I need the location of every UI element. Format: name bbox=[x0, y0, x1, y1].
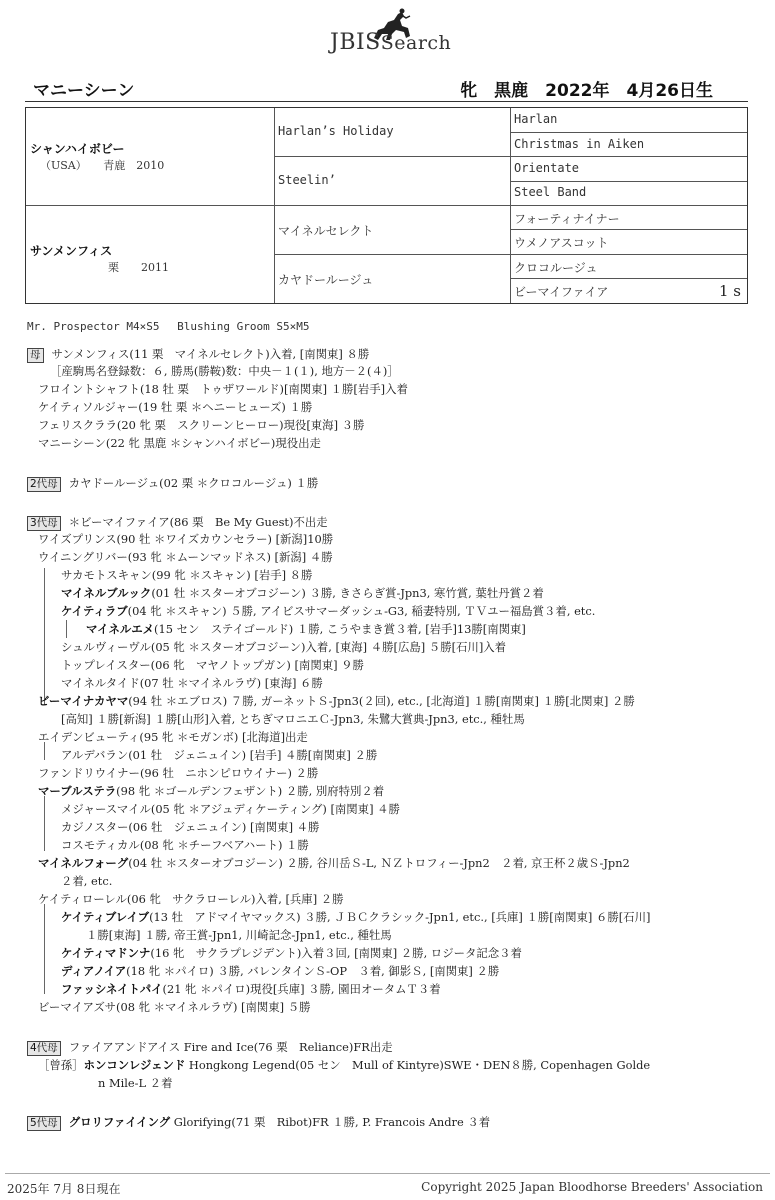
tree-connector bbox=[44, 568, 45, 705]
list-item[interactable]: メジャースマイル(05 牝 ＊アジュディケーティング) [南関東] ４勝 bbox=[61, 802, 400, 816]
tree-connector bbox=[44, 904, 45, 994]
section-badge: 2代母 bbox=[27, 477, 61, 492]
list-item[interactable]: フェリスクララ(20 牝 栗 スクリーンヒーロー)現役[東海] ３勝 bbox=[38, 418, 365, 432]
tree-connector bbox=[44, 796, 45, 851]
pedigree-gs2[interactable]: Steelin’ bbox=[278, 173, 336, 187]
horse-name: マニーシーン bbox=[33, 81, 135, 101]
list-item[interactable]: エイデンビューティ(95 牝 ＊モガンボ) [北海道]出走 bbox=[38, 730, 308, 744]
list-item[interactable]: マイネルエメ(15 セン ステイゴールド) １勝, こうやまき賞３着, [岩手]13勝[南関東] bbox=[86, 622, 526, 636]
list-item[interactable]: ビーマイナカヤマ(94 牡 ＊エブロス) ７勝, ガーネットＳ-Jpn3(２回), etc., [北海道] １勝[南関東] １勝[北関東] ２勝 bbox=[38, 694, 635, 708]
footer-divider bbox=[5, 1173, 770, 1174]
section-dam5: 5代母 グロリファイイング Glorifying(71 栗 Ribot)FR １勝, P. Francois Andre ３着 bbox=[27, 1113, 490, 1131]
list-item[interactable]: ワイズプリンス(90 牡 ＊ワイズカウンセラー) [新潟]10勝 bbox=[38, 532, 334, 546]
list-item[interactable]: ビーマイアズサ(08 牝 ＊マイネルラヴ) [南関東] ５勝 bbox=[38, 1000, 311, 1014]
pedigree-ggs-7[interactable]: クロコルージュ bbox=[514, 261, 598, 275]
pedigree-ggs-3[interactable]: Orientate bbox=[514, 161, 580, 175]
list-item[interactable]: マイネルブルック(01 牡 ＊スターオブコジーン) ３勝, きさらぎ賞-Jpn3, 寒竹賞, 葉牡丹賞２着 bbox=[61, 586, 544, 600]
pedigree-ggs-5[interactable]: フォーティナイナー bbox=[514, 212, 620, 226]
logo-wordmark: JBISSearch bbox=[330, 30, 452, 55]
pedigree-ggs-2[interactable]: Christmas in Aiken bbox=[514, 137, 645, 151]
list-item[interactable]: ケイティローレル(06 牝 サクラローレル)入着, [兵庫] ２勝 bbox=[38, 892, 344, 906]
list-item-continued: [高知] １勝[新潟] １勝[山形]入着, とちぎマロニエＣ-Jpn3, 朱鷺大賞典-Jpn3, etc., 種牡馬 bbox=[61, 712, 525, 726]
section-badge: 母 bbox=[27, 348, 44, 363]
list-item[interactable]: ［曾孫］ホンコンレジェンド Hongkong Legend(05 セン Mull of Kintyre)SWE・DEN８勝, Copenhagen Golde bbox=[38, 1058, 651, 1072]
tree-connector bbox=[66, 620, 67, 638]
list-item[interactable]: アルデバラン(01 牡 ジェニュイン) [岩手] ４勝[南関東] ２勝 bbox=[61, 748, 378, 762]
offspring-summary: ［産駒馬名登録数：６, 勝馬(勝鞍)数：中央－１(１), 地方－２(４)］ bbox=[50, 364, 399, 378]
header-divider bbox=[25, 101, 748, 102]
section-dam4: 4代母 ファイアアンドアイス Fire and Ice(76 栗 Reliance)FR出走 bbox=[27, 1038, 393, 1056]
pedigree-gs3[interactable]: マイネルセレクト bbox=[278, 224, 374, 238]
list-item[interactable]: ファンドリウイナー(96 牡 ニホンピロウイナー) ２勝 bbox=[38, 766, 319, 780]
section-dam2: 2代母 カヤドールージュ(02 栗 ＊クロコルージュ) １勝 bbox=[27, 474, 318, 492]
list-item[interactable]: コスモティカル(08 牝 ＊チーフベアハート) １勝 bbox=[61, 838, 309, 852]
list-item[interactable]: トップレイスター(06 牝 マヤノトップガン) [南関東] ９勝 bbox=[61, 658, 364, 672]
inbreeding-line: Mr. Prospector M4×S5 Blushing Groom S5×M5 bbox=[27, 320, 310, 333]
list-item[interactable]: カジノスター(06 牡 ジェニュイン) [南関東] ４勝 bbox=[61, 820, 320, 834]
list-item-continued: １勝[東海] １勝, 帝王賞-Jpn1, 川崎記念-Jpn1, etc., 種牡馬 bbox=[86, 928, 392, 942]
list-item[interactable]: シュルヴィーヴル(05 牝 ＊スターオブコジーン)入着, [東海] ４勝[広島] ５勝[石川]入着 bbox=[61, 640, 507, 654]
section-badge: 4代母 bbox=[27, 1041, 61, 1056]
list-item[interactable]: ディアノイア(18 牝 ＊パイロ) ３勝, バレンタインＳ-OP ３着, 御影Ｓ, [南関東] ２勝 bbox=[61, 964, 500, 978]
family-code: 1 s bbox=[718, 282, 741, 300]
section-dam1: 母 サンメンフィス(11 栗 マイネルセレクト)入着, [南関東] ８勝 bbox=[27, 345, 369, 363]
pedigree-ggs-1[interactable]: Harlan bbox=[514, 112, 558, 126]
section-dam3: 3代母 ＊ビーマイファイア(86 栗 Be My Guest)不出走 bbox=[27, 513, 328, 531]
pedigree-gs1[interactable]: Harlan’s Holiday bbox=[278, 124, 394, 138]
list-item-continued: n Mile-L ２着 bbox=[98, 1076, 173, 1090]
list-item[interactable]: フロイントシャフト(18 牡 栗 トゥザワールド)[南関東] １勝[岩手]入着 bbox=[38, 382, 408, 396]
list-item[interactable]: マーブルステラ(98 牝 ＊ゴールデンフェザント) ２勝, 別府特別２着 bbox=[38, 784, 385, 798]
section-badge: 5代母 bbox=[27, 1116, 61, 1131]
list-item[interactable]: サカモトスキャン(99 牝 ＊スキャン) [岩手] ８勝 bbox=[61, 568, 313, 582]
pedigree-ggs-8[interactable]: ビーマイファイア 1 s bbox=[514, 282, 741, 300]
pedigree-gs4[interactable]: カヤドールージュ bbox=[278, 273, 374, 287]
pedigree-table bbox=[25, 107, 748, 304]
list-item[interactable]: ウイニングリバー(93 牝 ＊ムーンマッドネス) [新潟] ４勝 bbox=[38, 550, 333, 564]
list-item[interactable]: ケイティブレイブ(13 牡 アドマイヤマックス) ３勝, ＪＢＣクラシック-Jpn1, etc., [兵庫] １勝[南関東] ６勝[石川] bbox=[61, 910, 651, 924]
list-item[interactable]: ケイティソルジャー(19 牡 栗 ＊ヘニーヒューズ) １勝 bbox=[38, 400, 313, 414]
list-item-continued: ２着, etc. bbox=[61, 874, 113, 888]
list-item[interactable]: マイネルタイド(07 牡 ＊マイネルラヴ) [東海] ６勝 bbox=[61, 676, 323, 690]
horse-header bbox=[0, 76, 775, 102]
pedigree-ggs-4[interactable]: Steel Band bbox=[514, 185, 587, 199]
list-item[interactable]: マニーシーン(22 牝 黒鹿 ＊シャンハイボビー)現役出走 bbox=[38, 436, 321, 450]
list-item[interactable]: マイネルフォーグ(04 牡 ＊スターオブコジーン) ２勝, 谷川岳Ｓ-L, ＮＺトロフィー-Jpn2 ２着, 京王杯２歳Ｓ-Jpn2 bbox=[38, 856, 630, 870]
pedigree-dam[interactable]: サンメンフィス 栗 2011 bbox=[30, 244, 169, 274]
list-item[interactable]: ケイティマドンナ(16 牝 サクラプレジデント)入着３回, [南関東] ２勝, ロジータ記念３着 bbox=[61, 946, 522, 960]
footer-copyright: Copyright 2025 Japan Bloodhorse Breeders' Association bbox=[421, 1180, 763, 1194]
pedigree-ggs-6[interactable]: ウメノアスコット bbox=[514, 236, 609, 250]
list-item[interactable]: ケイティラブ(04 牝 ＊スキャン) ５勝, アイビスサマーダッシュ-G3, 稲妻特別, ＴＶユー福島賞３着, etc. bbox=[61, 604, 596, 618]
pedigree-sire[interactable]: シャンハイボビー （USA） 青鹿 2010 bbox=[30, 142, 165, 172]
section-badge: 3代母 bbox=[27, 516, 61, 531]
horse-info: 牝 黒鹿 2022年 4月26日生 bbox=[460, 81, 713, 101]
footer-date: 2025年 7月 8日現在 bbox=[7, 1182, 121, 1196]
jbis-search-logo[interactable] bbox=[300, 8, 475, 56]
list-item[interactable]: ファッシネイトパイ(21 牝 ＊パイロ)現役[兵庫] ３勝, 園田オータムＴ３着 bbox=[61, 982, 441, 996]
